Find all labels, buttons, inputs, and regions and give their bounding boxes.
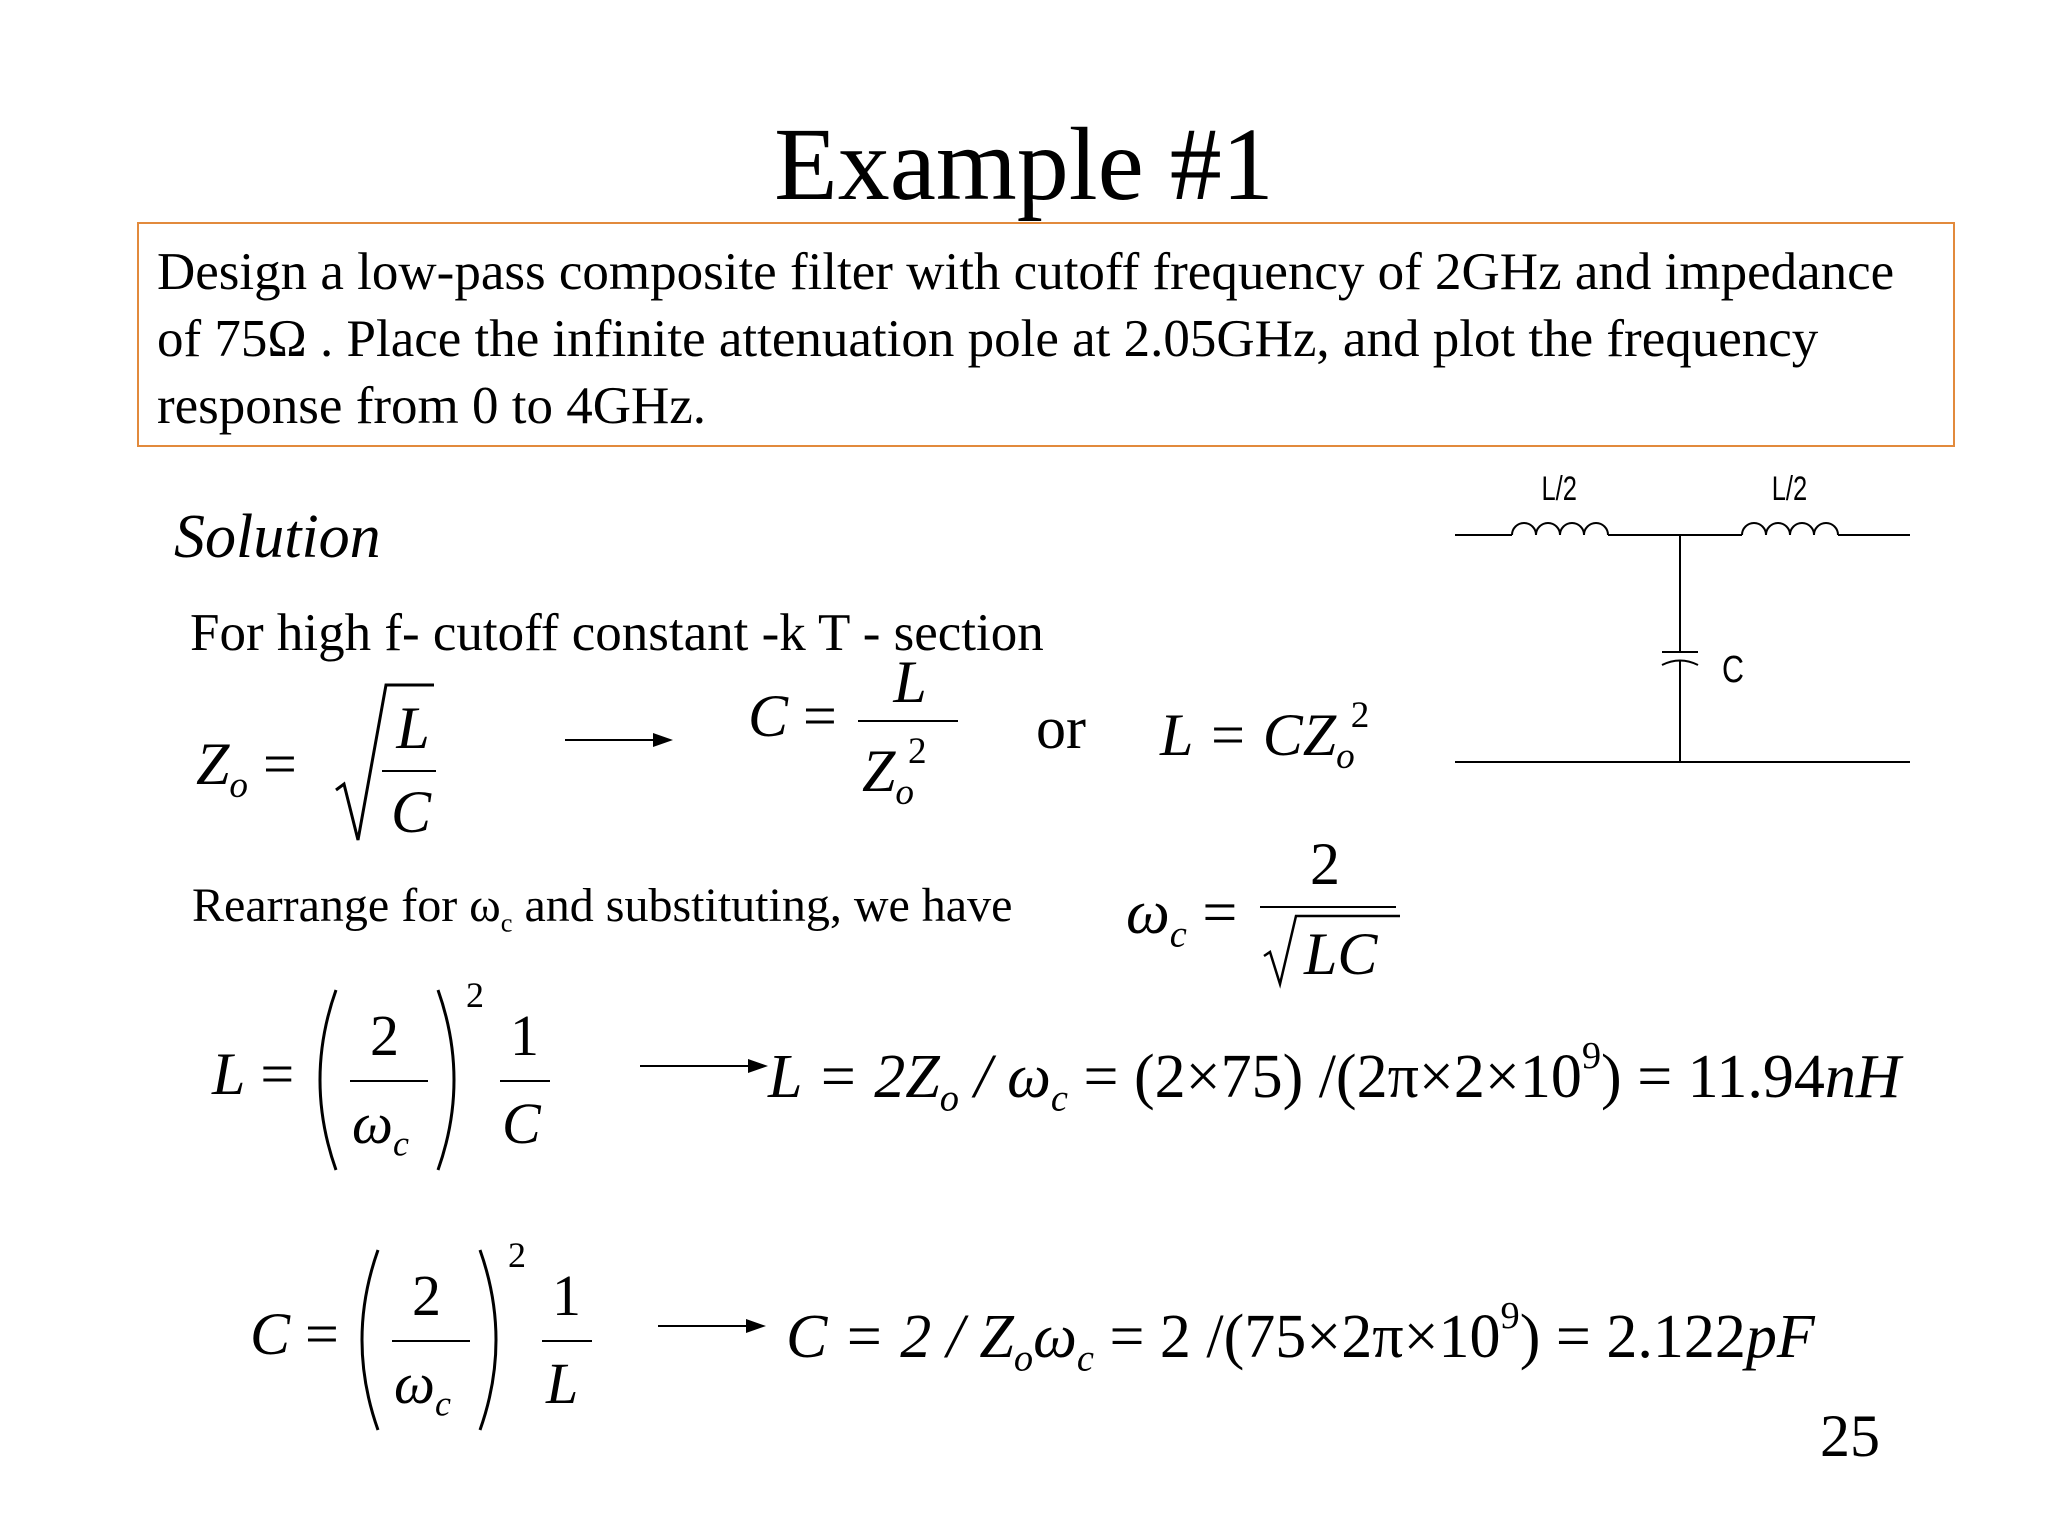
c-eq-numerator: L <box>893 649 927 715</box>
arrow-icon <box>640 1054 770 1078</box>
zo-lhs: Z <box>196 731 230 797</box>
l-formula: L = <box>212 1041 295 1107</box>
l-equation: $L = CZ_o^2$ <box>1160 695 1370 777</box>
c-formula-sup: 2 <box>508 1235 526 1275</box>
l-formula-num2: 1 <box>510 1003 539 1068</box>
or-text: or <box>1036 695 1086 761</box>
l-formula-den2: C <box>502 1091 541 1156</box>
page-number: 25 <box>1820 1403 1880 1469</box>
solution-heading: Solution <box>174 503 381 571</box>
zo-lhs-sub: o <box>229 765 248 807</box>
l-formula-bar1 <box>350 1080 428 1082</box>
l-formula-num1: 2 <box>370 1003 399 1068</box>
l-formula-den1: $\omega_c$ <box>352 1091 409 1164</box>
c-formula-num1: 2 <box>412 1263 441 1328</box>
zo-equation <box>196 730 297 807</box>
c-eq-lhs: C <box>748 683 789 749</box>
inductor-right-label: L/2 <box>1771 470 1808 508</box>
c-result: $C = 2 / Z_o\omega_c = 2$ $/(75\times 2\pi\times 10^9) = 2.122pF$ <box>786 1295 1815 1380</box>
wc-fraction-bar <box>1260 906 1396 908</box>
c-equation <box>748 682 837 751</box>
capacitor-label: C <box>1722 648 1744 691</box>
l-result: $L = 2Z_o / \omega_c = (2\times 75) /(2\pi\times 2\times 10^9) = 11.94nH$ <box>768 1035 1901 1120</box>
rearrange-text: Rearrange for $\omega_c$ and substituting, we have <box>192 879 1013 938</box>
arrow-icon <box>658 1314 768 1338</box>
arrow-icon <box>565 728 675 752</box>
slide-title: Example #1 <box>774 107 1274 222</box>
wc-equation: $\omega_c$ = <box>1126 879 1238 956</box>
problem-text: Design a low-pass composite filter with cutoff frequency of 2GHz and impedance of 75Ω . Place the infinite attenuation pole at 2.05GHz, and plot the frequency response from 0 to 4GHz. <box>157 243 1895 435</box>
l-formula-bar2 <box>500 1080 550 1082</box>
wc-denominator: LC <box>1304 921 1378 987</box>
c-formula-den1: $\omega_c$ <box>394 1351 451 1424</box>
l-formula-sup: 2 <box>466 975 484 1015</box>
zo-fraction-bar <box>382 770 436 772</box>
c-formula-den2: L <box>546 1351 579 1416</box>
c-formula-bar1 <box>392 1340 470 1342</box>
zo-eq-sign: = <box>262 731 297 797</box>
c-eq-fraction-bar <box>858 720 958 722</box>
c-formula-bar2 <box>542 1340 592 1342</box>
zo-denominator: C <box>390 779 432 845</box>
section-description: For high f- cutoff constant -k T - section <box>190 604 1044 662</box>
inductor-left-label: L/2 <box>1541 470 1577 508</box>
c-formula-num2: 1 <box>552 1263 581 1328</box>
c-formula: C = <box>250 1301 339 1367</box>
wc-numerator: 2 <box>1310 831 1340 897</box>
t-section-circuit-diagram <box>1450 460 1920 780</box>
zo-numerator: L <box>396 695 430 761</box>
c-eq-sign: = <box>803 683 837 749</box>
problem-statement-box <box>137 222 1955 447</box>
c-eq-denominator: $Z_o^2$ <box>862 731 927 813</box>
